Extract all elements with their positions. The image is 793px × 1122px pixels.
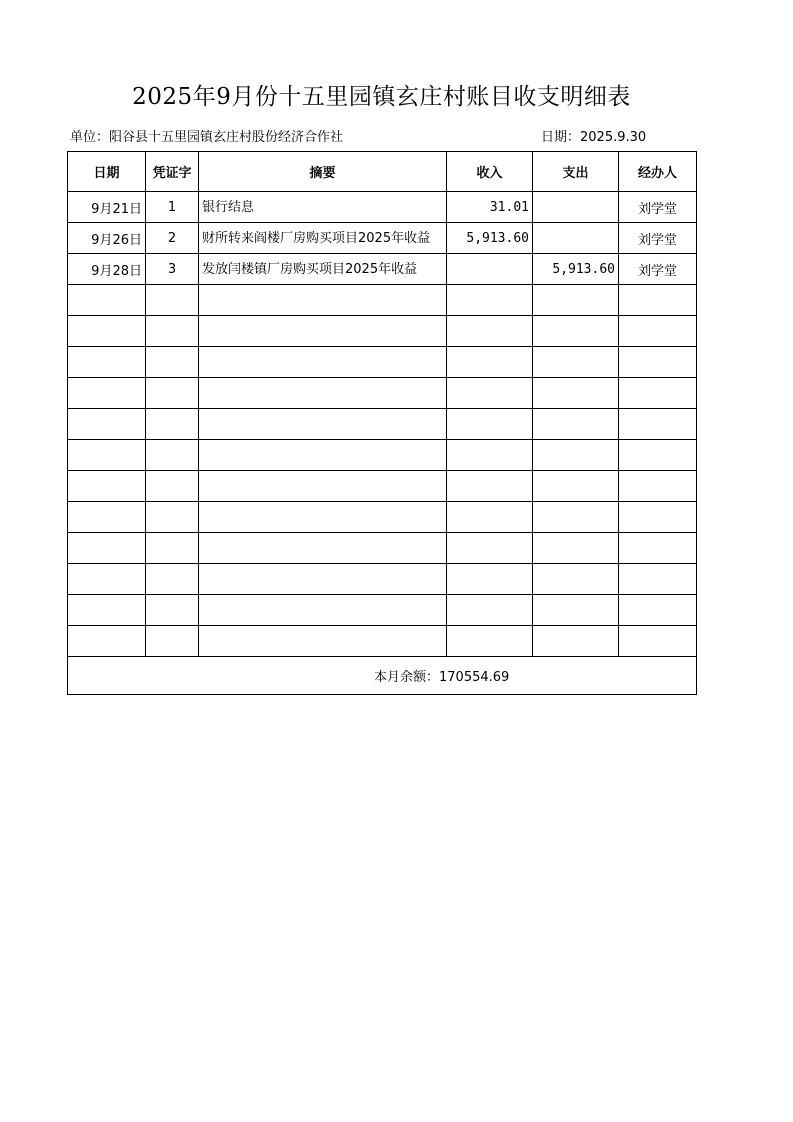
cell-date [68, 378, 146, 409]
cell-income [447, 502, 533, 533]
cell-summary [199, 440, 447, 471]
column-header-income: 收入 [447, 152, 533, 192]
cell-voucher [146, 471, 199, 502]
cell-expense [533, 192, 619, 223]
date-label: 日期：2025.9.30 [541, 130, 647, 145]
cell-handler [619, 564, 697, 595]
cell-voucher [146, 502, 199, 533]
cell-summary [199, 471, 447, 502]
cell-summary [199, 285, 447, 316]
cell-expense [533, 223, 619, 254]
cell-date [68, 347, 146, 378]
cell-income: 31.01 [447, 192, 533, 223]
column-header-expense: 支出 [533, 152, 619, 192]
balance-row [68, 657, 697, 695]
table-row-empty [68, 595, 697, 626]
cell-date [68, 471, 146, 502]
cell-voucher [146, 409, 199, 440]
cell-voucher [146, 347, 199, 378]
table-row-empty [68, 626, 697, 657]
cell-income [447, 595, 533, 626]
cell-income [447, 409, 533, 440]
cell-summary [199, 564, 447, 595]
table-row [68, 223, 697, 254]
unit-label: 单位：阳谷县十五里园镇玄庄村股份经济合作社 [70, 130, 344, 145]
table-row-empty [68, 347, 697, 378]
table-row-empty [68, 471, 697, 502]
column-header-summary: 摘要 [199, 152, 447, 192]
cell-handler: 刘学堂 [619, 254, 697, 285]
cell-expense [533, 409, 619, 440]
ledger-table [67, 151, 697, 695]
table-row-empty [68, 533, 697, 564]
cell-income [447, 254, 533, 285]
cell-voucher: 1 [146, 192, 199, 223]
cell-voucher [146, 440, 199, 471]
table-row-empty [68, 440, 697, 471]
cell-handler [619, 347, 697, 378]
cell-handler [619, 502, 697, 533]
balance-label: 本月余额：170554.69 [68, 657, 697, 695]
cell-summary [199, 409, 447, 440]
cell-summary [199, 595, 447, 626]
cell-income: 5,913.60 [447, 223, 533, 254]
cell-summary [199, 223, 447, 254]
table-row-empty [68, 316, 697, 347]
cell-voucher [146, 285, 199, 316]
cell-handler [619, 409, 697, 440]
cell-income [447, 347, 533, 378]
cell-summary [199, 316, 447, 347]
cell-handler [619, 378, 697, 409]
cell-summary [199, 378, 447, 409]
cell-expense [533, 316, 619, 347]
cell-income [447, 316, 533, 347]
cell-income [447, 440, 533, 471]
cell-income [447, 471, 533, 502]
cell-summary [199, 502, 447, 533]
cell-handler [619, 595, 697, 626]
cell-income [447, 533, 533, 564]
table-row-empty [68, 285, 697, 316]
cell-handler [619, 440, 697, 471]
cell-date [68, 440, 146, 471]
cell-date [68, 502, 146, 533]
cell-voucher [146, 533, 199, 564]
cell-voucher: 2 [146, 223, 199, 254]
cell-income [447, 285, 533, 316]
cell-handler: 刘学堂 [619, 192, 697, 223]
cell-expense [533, 533, 619, 564]
cell-summary [199, 626, 447, 657]
cell-expense [533, 595, 619, 626]
cell-handler [619, 471, 697, 502]
table-header-row [68, 152, 697, 192]
table-row-empty [68, 564, 697, 595]
table-row [68, 254, 697, 285]
cell-income [447, 564, 533, 595]
cell-expense [533, 502, 619, 533]
cell-expense: 5,913.60 [533, 254, 619, 285]
column-header-voucher: 凭证字 [146, 152, 199, 192]
column-header-date: 日期 [68, 152, 146, 192]
cell-date [68, 316, 146, 347]
cell-date [68, 285, 146, 316]
cell-date [68, 533, 146, 564]
table-row [68, 192, 697, 223]
cell-voucher [146, 626, 199, 657]
cell-date: 9月26日 [68, 223, 146, 254]
cell-expense [533, 378, 619, 409]
cell-voucher [146, 564, 199, 595]
cell-expense [533, 440, 619, 471]
cell-date: 9月21日 [68, 192, 146, 223]
cell-summary [199, 254, 447, 285]
cell-expense [533, 471, 619, 502]
cell-handler [619, 533, 697, 564]
cell-date [68, 564, 146, 595]
page-title: 2025年9月份十五里园镇玄庄村账目收支明细表 [132, 84, 631, 110]
cell-handler [619, 316, 697, 347]
cell-expense [533, 285, 619, 316]
cell-date [68, 409, 146, 440]
cell-handler: 刘学堂 [619, 223, 697, 254]
summary-text: 发放闫楼镇厂房购买项目2025年收益 [202, 261, 418, 277]
cell-summary [199, 533, 447, 564]
column-header-handler: 经办人 [619, 152, 697, 192]
table-row-empty [68, 378, 697, 409]
table-row-empty [68, 409, 697, 440]
cell-income [447, 626, 533, 657]
cell-income [447, 378, 533, 409]
cell-date [68, 595, 146, 626]
cell-voucher [146, 378, 199, 409]
table-row-empty [68, 502, 697, 533]
cell-expense [533, 564, 619, 595]
cell-handler [619, 626, 697, 657]
cell-voucher [146, 595, 199, 626]
cell-summary [199, 347, 447, 378]
cell-voucher: 3 [146, 254, 199, 285]
cell-summary [199, 192, 447, 223]
cell-date [68, 626, 146, 657]
cell-handler [619, 285, 697, 316]
cell-expense [533, 626, 619, 657]
cell-date: 9月28日 [68, 254, 146, 285]
summary-text: 财所转来阎楼厂房购买项目2025年收益 [202, 230, 431, 246]
cell-expense [533, 347, 619, 378]
summary-text: 银行结息 [202, 199, 255, 215]
cell-voucher [146, 316, 199, 347]
